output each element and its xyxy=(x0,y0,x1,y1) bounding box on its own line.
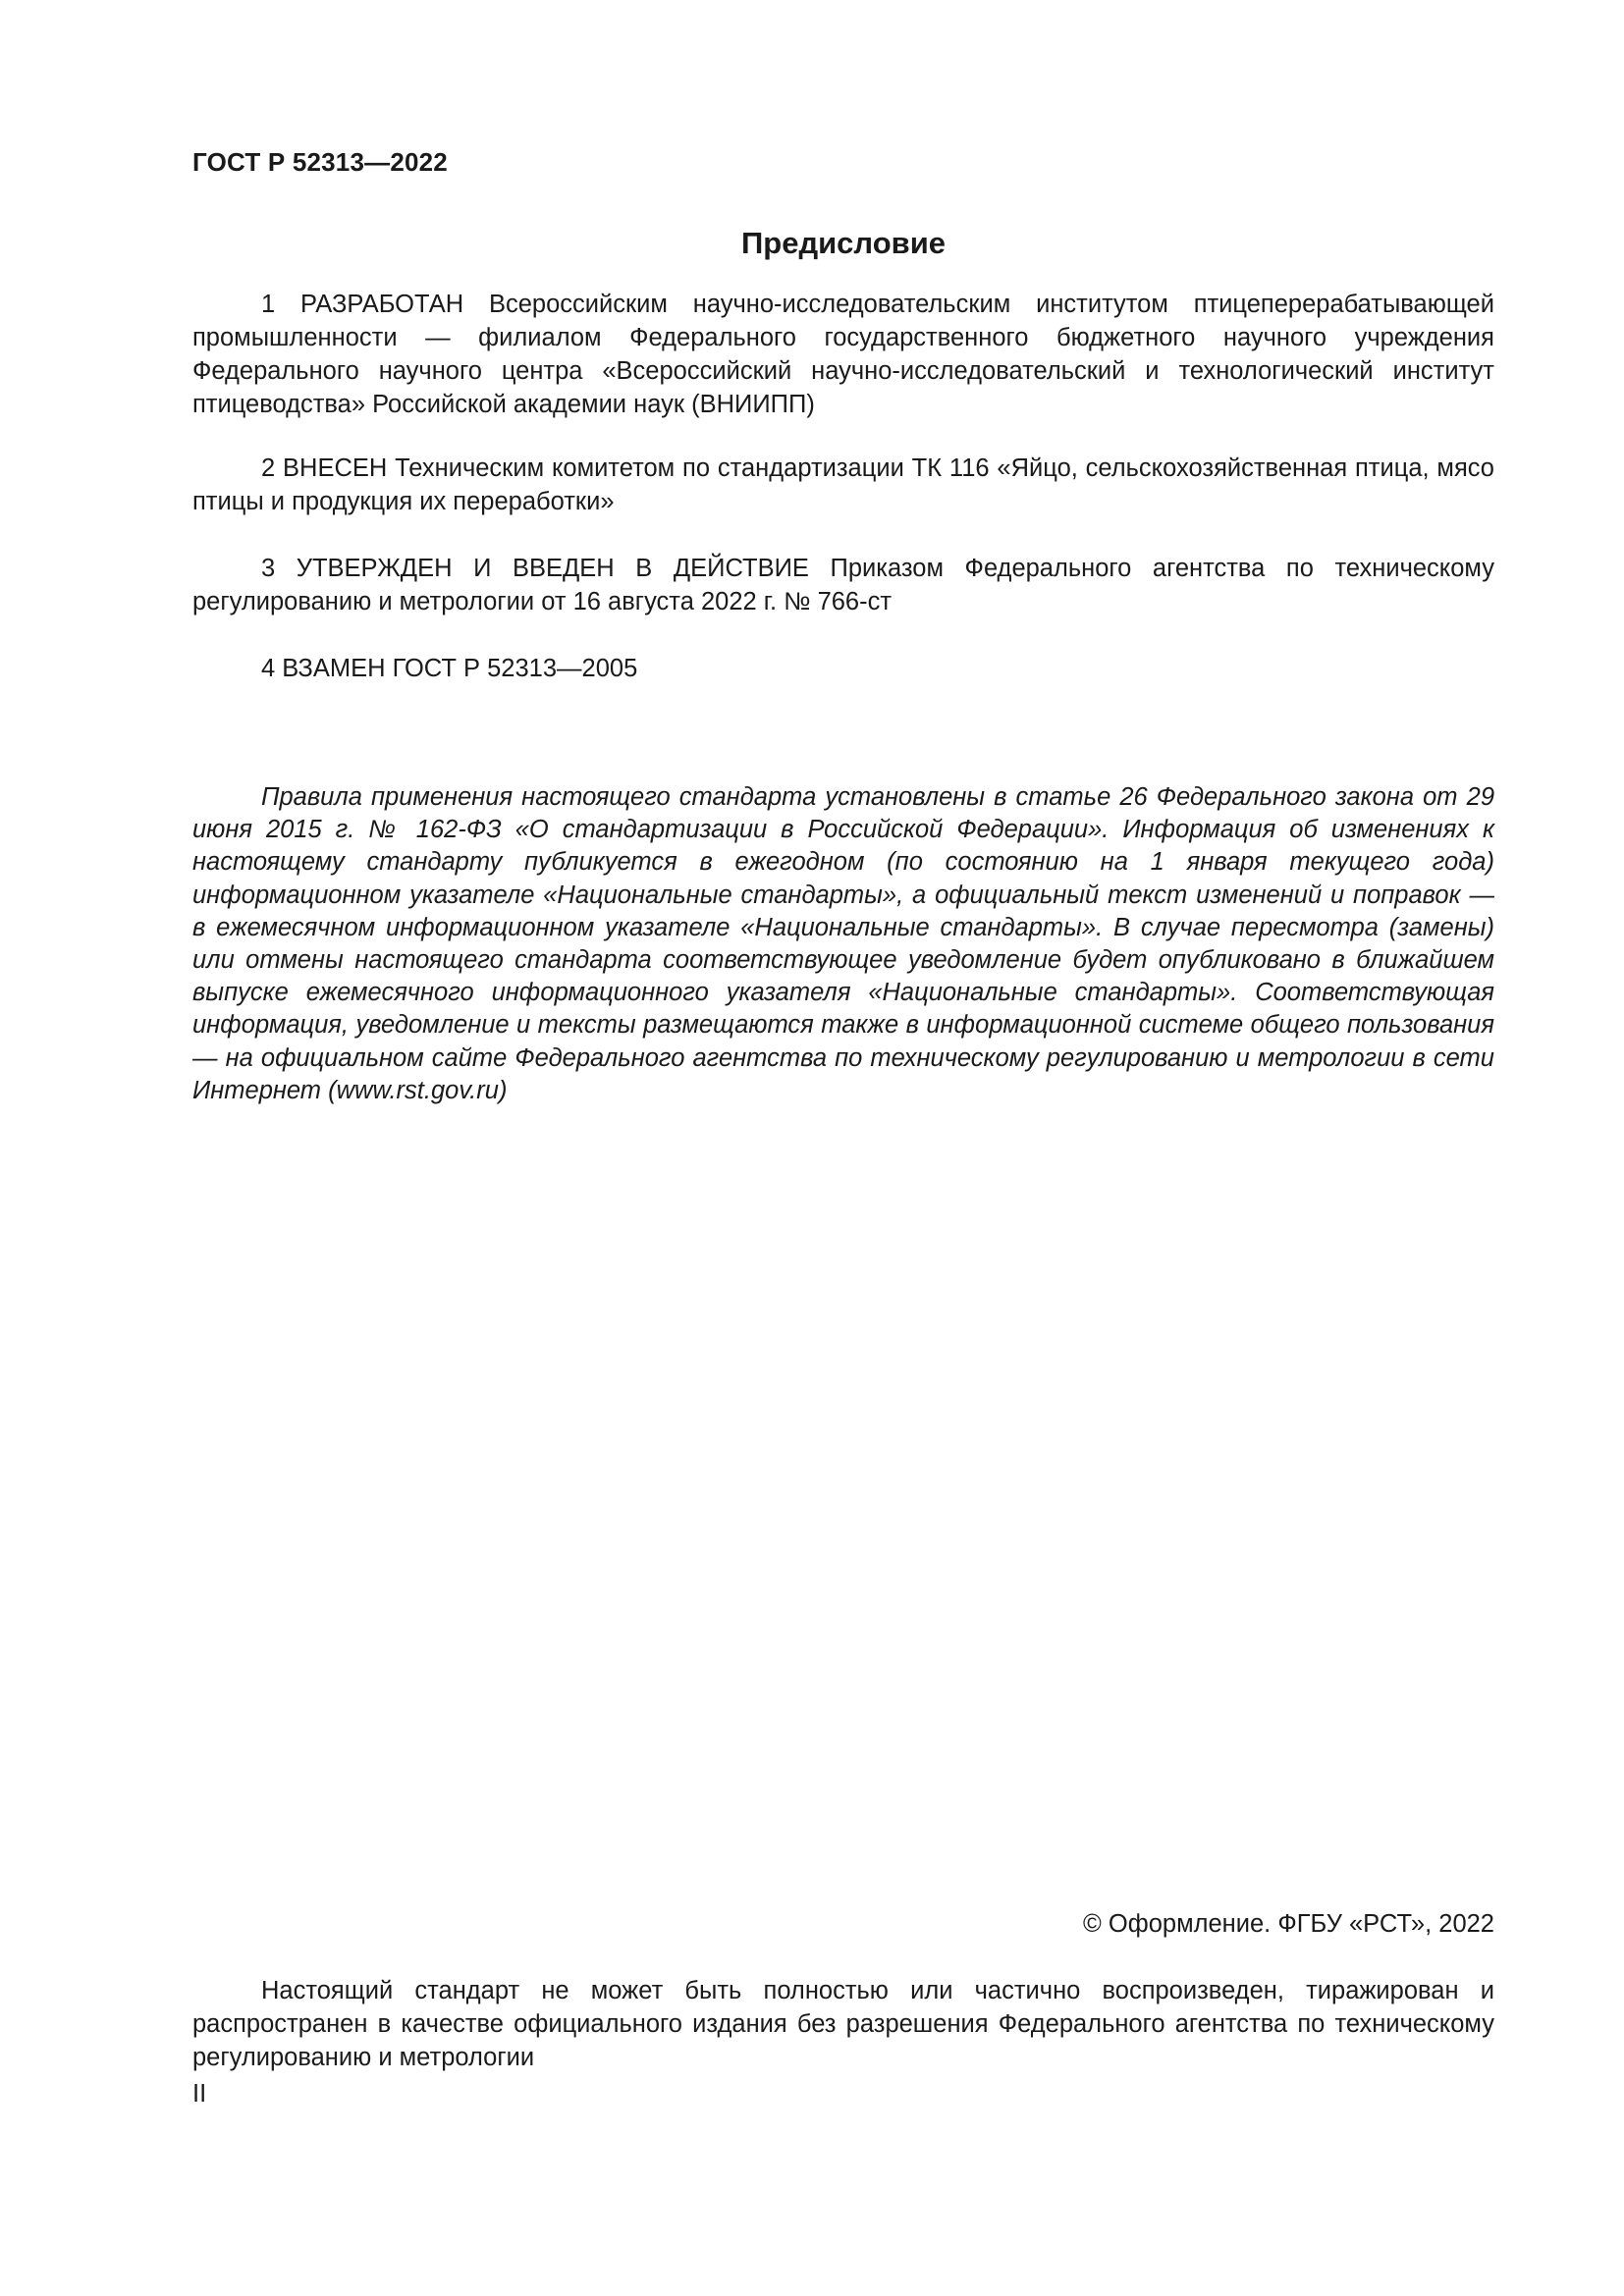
foreword-item-2: 2 ВНЕСЕН Техническим комитетом по стандартизации ТК 116 «Яйцо, сельскохозяйственная птица, мясо птицы и продукция их переработки» xyxy=(192,454,1494,515)
page-title: Предисловие xyxy=(740,226,946,260)
reproduction-notice: Настоящий стандарт не может быть полностью или частично воспроизведен, тиражирован и распространен в качестве официального издания без разрешения Федерального агентства по техническому регулированию и метрологии xyxy=(192,1977,1494,2071)
foreword-item-1: 1 РАЗРАБОТАН Всероссийским научно-исследовательским институтом птицеперерабатывающей промышленности — филиалом Федерального государственного бюджетного научного учреждения Федерального научного центра «Всероссийский научно-исследовательский и технологический институт птицеводства» Российской академии наук (ВНИИПП) xyxy=(192,291,1494,418)
page-number: II xyxy=(192,2080,207,2108)
copyright-notice: © Оформление. ФГБУ «РСТ», 2022 xyxy=(1083,1910,1494,1938)
application-notice: Правила применения настоящего стандарта установлены в статье 26 Федерального закона от 29 июня 2015 г. № 162-ФЗ «О стандартизации в Российской Федерации». Информация об изменениях к настоящему стандарту публикуется в ежегодном (по состоянию на 1 января текущего года) информационном указателе «Национальные стандарты», а официальный текст изменений и поправок — в ежемесячном информационном указателе «Национальные стандарты». В случае пересмотра (замены) или отмены настоящего стандарта соответствующее уведомление будет опубликовано в ближайшем выпуске ежемесячного информационного указателя «Национальные стандарты». Соответствующая информация, уведомление и тексты размещаются также в информационной системе общего пользования — на официальном сайте Федерального агентства по техническому регулированию и метрологии в сети Интернет (www.rst.gov.ru) xyxy=(192,783,1494,1104)
document-page xyxy=(192,0,1494,2296)
foreword-item-4: 4 ВЗАМЕН ГОСТ Р 52313—2005 xyxy=(261,655,638,682)
foreword-item-3: 3 УТВЕРЖДЕН И ВВЕДЕН В ДЕЙСТВИЕ Приказом Федерального агентства по техническому регулированию и метрологии от 16 августа 2022 г. № 766-ст xyxy=(192,555,1494,615)
standard-code: ГОСТ Р 52313—2022 xyxy=(192,147,448,177)
